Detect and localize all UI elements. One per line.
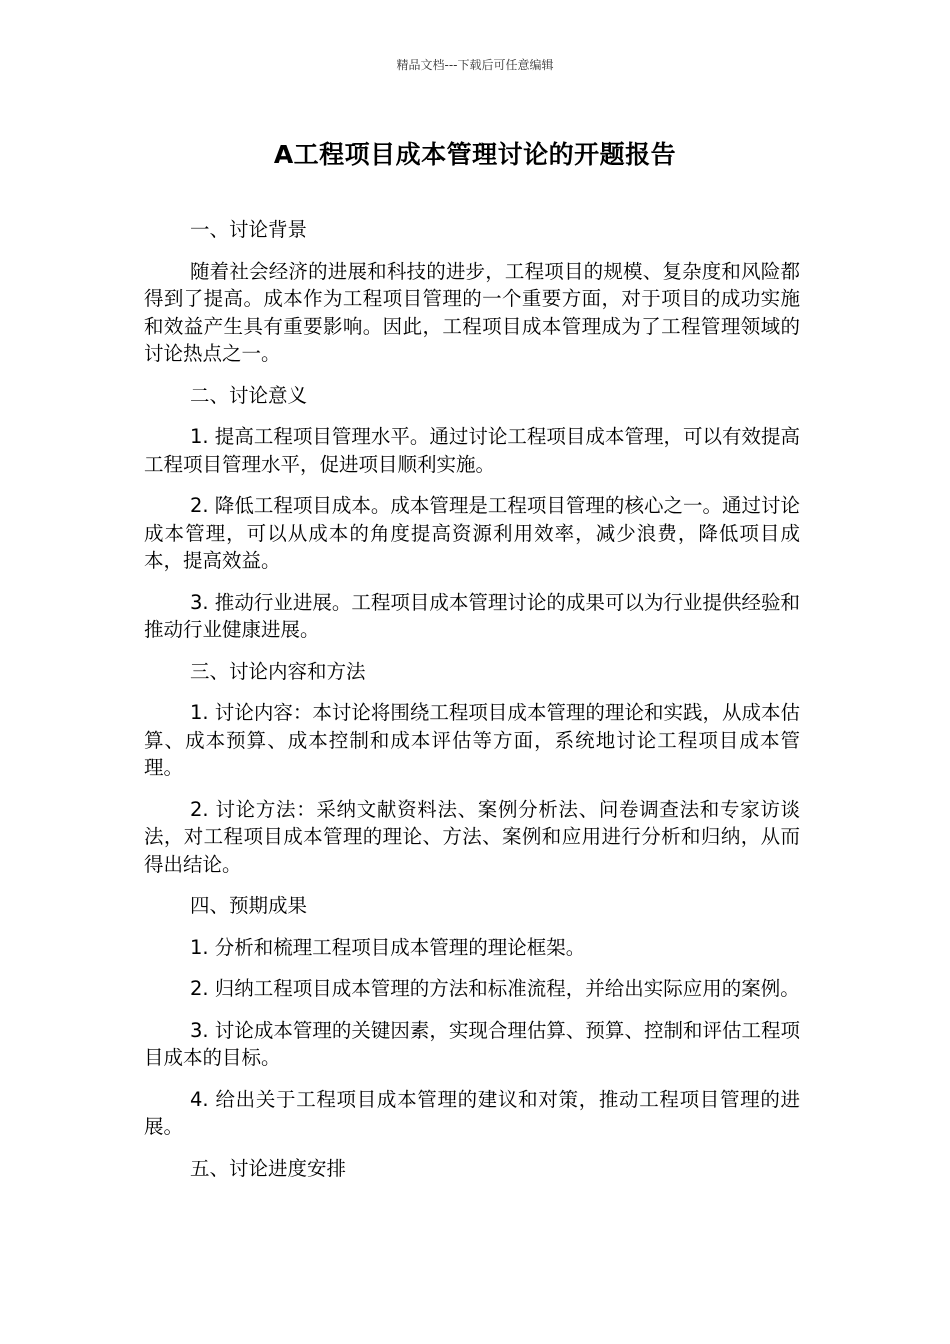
page-header: 精品文档---下载后可任意编辑: [396, 58, 554, 72]
paragraph-significance-2: 2. 降低工程项目成本。成本管理是工程项目管理的核心之一。通过讨论成本管理，可以从成本的角度提高资源利用效率，减少浪费，降低项目成本，提高效益。: [144, 494, 800, 572]
paragraph-result-1: 1. 分析和梳理工程项目成本管理的理论框架。: [190, 935, 586, 959]
section-heading-content-methods: 三、讨论内容和方法: [190, 659, 366, 683]
paragraph-methods: 2. 讨论方法：采纳文献资料法、案例分析法、问卷调查法和专家访谈法，对工程项目成本管理的理论、方法、案例和应用进行分析和归纳，从而得出结论。: [144, 797, 800, 876]
document-title: A工程项目成本管理讨论的开题报告: [273, 140, 677, 169]
section-heading-significance: 二、讨论意义: [190, 383, 308, 407]
paragraph-significance-1: 1. 提高工程项目管理水平。通过讨论工程项目成本管理，可以有效提高工程项目管理水平，促进项目顺利实施。: [144, 425, 800, 476]
section-heading-schedule: 五、讨论进度安排: [190, 1156, 347, 1180]
paragraph-background: 随着社会经济的进展和科技的进步，工程项目的规模、复杂度和风险都得到了提高。成本作为工程项目管理的一个重要方面，对于项目的成功实施和效益产生具有重要影响。因此，工程项目成本管理成为了工程管理领域的讨论热点之一。: [144, 259, 800, 365]
section-heading-expected-results: 四、预期成果: [190, 894, 308, 917]
paragraph-result-3: 3. 讨论成本管理的关键因素，实现合理估算、预算、控制和评估工程项目成本的目标。: [144, 1018, 800, 1069]
paragraph-result-2: 2. 归纳工程项目成本管理的方法和标准流程，并给出实际应用的案例。: [190, 977, 800, 1000]
paragraph-result-4: 4. 给出关于工程项目成本管理的建议和对策，推动工程项目管理的进展。: [144, 1087, 800, 1138]
document-body: [144, 216, 800, 1196]
paragraph-content: 1. 讨论内容：本讨论将围绕工程项目成本管理的理论和实践，从成本估算、成本预算、成本控制和成本评估等方面，系统地讨论工程项目成本管理。: [144, 701, 800, 779]
paragraph-significance-3: 3. 推动行业进展。工程项目成本管理讨论的成果可以为行业提供经验和推动行业健康进展。: [144, 590, 800, 641]
section-heading-background: 一、讨论背景: [190, 218, 308, 241]
